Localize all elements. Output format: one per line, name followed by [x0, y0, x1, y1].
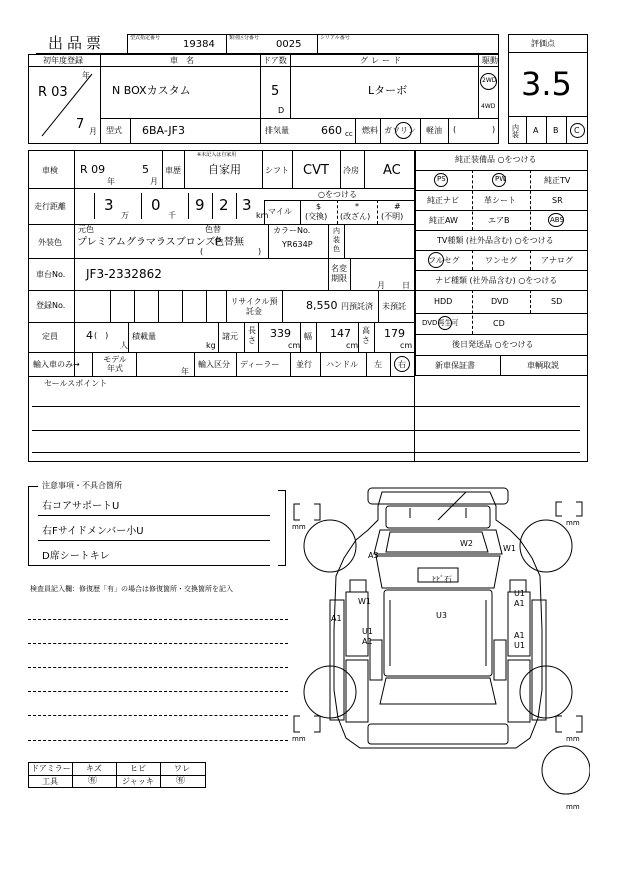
- model-year-label: モデル年式: [103, 355, 127, 373]
- tv-label: TV種類 (社外品含む) ○をつける: [437, 236, 554, 245]
- kg-unit: kg: [206, 341, 216, 350]
- legend-break: ワレ: [174, 764, 190, 773]
- tv-analog: アナログ: [541, 256, 573, 265]
- exchange-label: (交換): [305, 212, 328, 221]
- tampered-sym: *: [355, 202, 359, 211]
- equip-airbag: エアB: [488, 216, 510, 225]
- handle-label: ハンドル: [326, 360, 358, 369]
- displacement-label: 排気量: [265, 126, 289, 135]
- displacement: 660: [321, 124, 342, 137]
- nav-dvd: DVD: [491, 297, 509, 306]
- unknown-sym: #: [394, 202, 401, 211]
- shift: CVT: [303, 163, 329, 178]
- load-label: 積載量: [132, 332, 156, 341]
- import-class-label: 輸入区分: [198, 360, 230, 369]
- mark-a1-right-1: A1: [514, 599, 525, 608]
- color-no-label: カラーNo.: [273, 226, 311, 235]
- interior-a: A: [533, 126, 539, 135]
- inspector-note: 検査員記入欄：修復歴「有」の場合は修復箇所・交換箇所を記入: [30, 585, 233, 593]
- mm-rr: mm: [566, 735, 580, 743]
- fuel-circle: [395, 122, 412, 139]
- legend-scratch: キズ: [86, 764, 102, 773]
- equip-abs-circle: [548, 213, 564, 227]
- month-unit: 月: [89, 127, 97, 136]
- drive-label: 駆動: [482, 56, 498, 65]
- chassis-label: 車台No.: [36, 270, 66, 279]
- equip-ps: PS: [437, 175, 446, 183]
- orig-color: プレミアムグラマラスブロンズP: [77, 237, 222, 248]
- equip-aw: 純正AW: [429, 216, 458, 225]
- genuine-label: 純正装備品 ○をつける: [455, 155, 537, 164]
- note-line-2: 右Fサイドメンバー小U: [42, 526, 144, 537]
- ac: AC: [383, 163, 401, 178]
- exchange-sym: $: [316, 202, 322, 211]
- type-no: 19384: [183, 39, 215, 50]
- first-reg-year: R 03: [38, 85, 68, 100]
- legend-crack: ヒビ: [130, 764, 146, 773]
- legend-jack-yes: ㊒: [176, 776, 186, 786]
- fuel-gasoline: ガソリン: [384, 126, 416, 135]
- equip-leather: 革シート: [484, 196, 516, 205]
- nav-cd: CD: [493, 319, 505, 328]
- nc-month: 月: [377, 281, 385, 290]
- grade-label: グレード: [360, 56, 404, 65]
- inspection-month-unit: 月: [150, 177, 158, 186]
- inspection-year: R 09: [80, 163, 106, 176]
- capacity-unit: 人: [120, 341, 128, 350]
- tampered-label: (改ざん): [340, 212, 371, 221]
- mark-u1-right-2: U1: [514, 641, 525, 650]
- mileage-digit-2: 0: [151, 196, 161, 214]
- tv-oneseg: ワンセグ: [485, 256, 517, 265]
- wid-label: 幅: [304, 332, 312, 341]
- equip-navi: 純正ナビ: [427, 196, 459, 205]
- history: 自家用: [208, 163, 241, 176]
- interior-color-label: 内装色: [333, 227, 340, 253]
- notes-title: 注意事項・不具合箇所: [42, 481, 122, 490]
- form-title: 出品票: [48, 34, 106, 52]
- recycle-unit: 円預託済: [341, 302, 373, 311]
- door-suffix: D: [278, 106, 285, 115]
- chassis: JF3-2332862: [86, 267, 162, 281]
- reg-no-label: 登録No.: [36, 301, 66, 310]
- mileage-digit-3: 9: [195, 196, 205, 214]
- mark-w1-left: W1: [358, 597, 371, 606]
- mark-u3: U3: [436, 611, 447, 620]
- note-line-3: D席シートキレ: [42, 551, 110, 562]
- name-change-label: 名変期限: [331, 264, 347, 283]
- history-note: ※未記入は自家用: [197, 152, 237, 158]
- later-warranty: 新車保証書: [435, 361, 475, 370]
- orig-color-label: 元色: [78, 225, 94, 234]
- inspection-month: 5: [142, 163, 149, 176]
- ac-label: 冷房: [343, 166, 359, 175]
- interior-label: 内装: [512, 124, 519, 139]
- later-manual: 車輌取説: [527, 361, 559, 370]
- handle-right: 右: [398, 360, 406, 369]
- legend-mirror: ドアミラー: [31, 764, 71, 773]
- wid-cm: cm: [346, 341, 359, 350]
- hgt-label: 高さ: [362, 326, 370, 345]
- dims-label: 諸元: [222, 332, 238, 341]
- capacity-label: 定員: [42, 332, 58, 341]
- legend-jack: ジャッキ: [122, 777, 154, 786]
- inspection-year-unit: 年: [107, 177, 115, 186]
- mm-fl: mm: [292, 523, 306, 531]
- mark-a3: A3: [368, 551, 379, 560]
- equip-tv: 純正TV: [544, 176, 571, 185]
- later-label: 後日発送品 ○をつける: [452, 340, 534, 349]
- paint-label: 色替: [205, 225, 221, 234]
- height: 179: [384, 327, 405, 340]
- mileage-digit-5: 3: [242, 196, 252, 214]
- car-diagram: [290, 480, 590, 810]
- drive-2wd: 2WD: [482, 77, 497, 84]
- mileage-digit-4: 2: [219, 196, 229, 214]
- cc-unit: cc: [345, 130, 353, 138]
- tv-fullseg: フルセグ: [428, 256, 460, 265]
- model-year-unit: 年: [181, 367, 189, 376]
- paint-value: 色替無: [214, 237, 244, 248]
- capacity: 4: [86, 329, 93, 342]
- length: 339: [270, 327, 291, 340]
- nav-label: ナビ種類 (社外品含む) ○をつける: [435, 276, 558, 285]
- import-label: 輸入車のみ→: [33, 360, 80, 369]
- mileage-label: 走行距離: [34, 202, 66, 211]
- interior-b: B: [553, 126, 559, 135]
- car-name: N BOXカスタム: [112, 84, 191, 97]
- mileage-sen: 千: [168, 211, 176, 220]
- model-label: 型式: [106, 126, 122, 135]
- year-unit: 年: [82, 71, 90, 80]
- serial-label: シリアル番号: [320, 35, 350, 41]
- first-reg-month: 7: [76, 117, 85, 132]
- nc-day: 日: [402, 281, 410, 290]
- interior-c-circle: [570, 123, 585, 138]
- doors: 5: [271, 84, 280, 99]
- doors-label: ドア数: [263, 56, 287, 65]
- mark-w1-right: W1: [503, 544, 516, 553]
- mark-u1-right-1: U1: [514, 589, 525, 598]
- parallel-option: 並行: [296, 360, 312, 369]
- model: 6BA-JF3: [142, 124, 185, 137]
- class-no: 0025: [276, 39, 302, 50]
- len-label: 長さ: [248, 326, 256, 345]
- circle-note: ○をつける: [318, 190, 357, 199]
- car-name-label: 車 名: [170, 56, 194, 65]
- inspection-label: 車検: [42, 166, 58, 175]
- color-label: 外装色: [38, 238, 62, 247]
- interior-c: C: [574, 126, 580, 135]
- equip-abs: ABS: [550, 216, 564, 224]
- mm-rl: mm: [292, 735, 306, 743]
- handle-right-circle: [394, 356, 410, 372]
- unknown-label: (不明): [381, 212, 404, 221]
- mm-fr: mm: [566, 519, 580, 527]
- history-label: 車歴: [165, 166, 181, 175]
- len-cm: cm: [288, 341, 301, 350]
- light-oil-label: 軽油: [426, 126, 442, 135]
- nav-dvd-play-circle: [438, 316, 452, 330]
- legend-tool-yes: ㊒: [88, 776, 98, 786]
- equip-sr: SR: [552, 196, 563, 205]
- hgt-cm: cm: [400, 341, 413, 350]
- mark-u1-center: U1: [362, 627, 373, 636]
- equip-ps-circle: [434, 173, 448, 187]
- color-no: YR634P: [282, 240, 313, 249]
- note-line-1: 右コアサポートU: [42, 501, 120, 512]
- shift-label: シフト: [265, 166, 289, 175]
- mark-a1-center: A1: [362, 637, 373, 646]
- recycle-label: リサイクル預託金: [230, 297, 278, 316]
- handle-left: 左: [374, 360, 382, 369]
- mileage-digit-1: 3: [104, 196, 114, 214]
- mark-a1-right-2: A1: [514, 631, 525, 640]
- legend-tool: 工具: [42, 777, 58, 786]
- mark-crack-stone: ﾋﾋﾞ石: [432, 575, 452, 584]
- tv-fullseg-circle: [428, 252, 444, 268]
- mile-option: マイル: [268, 207, 292, 216]
- score-value: 3.5: [521, 65, 572, 103]
- nav-sd: SD: [551, 297, 563, 306]
- mm-spare: mm: [566, 803, 580, 811]
- recycle-amount: 8,550: [306, 299, 338, 312]
- unpaid-label: 未預託: [382, 302, 406, 311]
- km-unit: km: [256, 211, 269, 220]
- equip-pw-circle: [492, 173, 506, 187]
- capacity-paren: ( ): [94, 331, 109, 340]
- sales-label: セールスポイント: [44, 379, 108, 388]
- equip-pw: PW: [495, 175, 507, 183]
- nav-hdd: HDD: [434, 297, 453, 306]
- mark-a1-left: A1: [331, 614, 342, 623]
- grade: Lターボ: [368, 84, 408, 97]
- type-no-label: 型式指定番号: [130, 35, 161, 41]
- width: 147: [330, 327, 351, 340]
- dealer-option: ディーラー: [240, 360, 280, 369]
- score-label: 評価点: [531, 39, 555, 48]
- drive-4wd: 4WD: [481, 103, 496, 110]
- first-reg-label: 初年度登録: [43, 56, 83, 65]
- nav-dvd-play: DVD再生可: [422, 319, 459, 327]
- mark-w2: W2: [460, 539, 473, 548]
- fuel-label: 燃料: [362, 126, 378, 135]
- mileage-man: 万: [121, 211, 129, 220]
- class-no-label: 類別区分番号: [229, 35, 260, 41]
